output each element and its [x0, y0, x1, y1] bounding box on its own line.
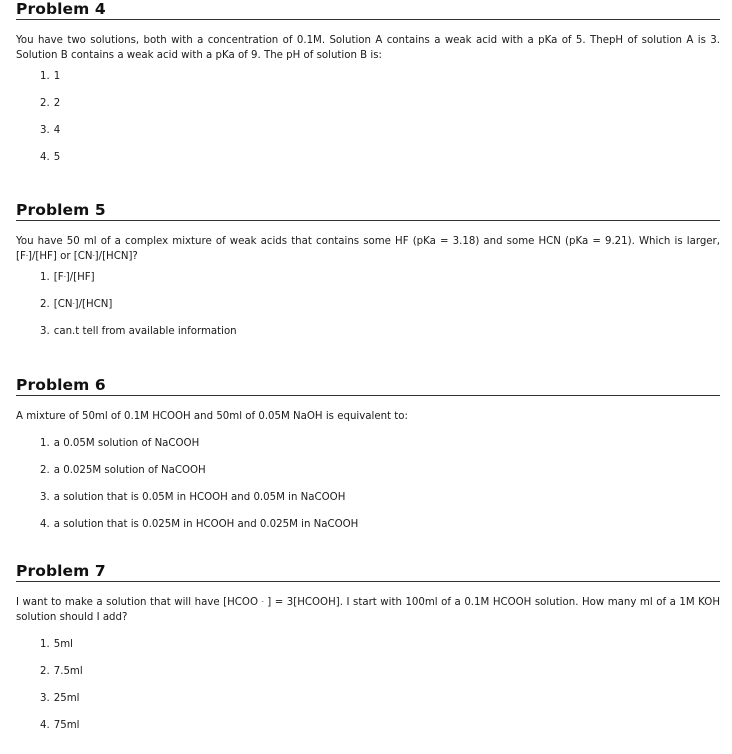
- option-1: 1. 5ml: [40, 639, 73, 650]
- problem-4: [16, 0, 720, 165]
- problem-title: Problem 5: [16, 201, 720, 221]
- question-text: You have 50 ml of a complex mixture of weak acids that contains some HF (pKa = 3.18) and some HCN (pKa = 9.21). Which is larger, [F-]/[HF] or [CN-]/[HCN]?: [16, 236, 720, 262]
- problem-title: Problem 7: [16, 562, 720, 582]
- problem-title: Problem 6: [16, 376, 720, 396]
- option-3: 3. 4: [40, 125, 61, 136]
- problem-title: Problem 4: [16, 0, 720, 20]
- option-3: 3. a solution that is 0.05M in HCOOH and 0.05M in NaCOOH: [40, 492, 346, 503]
- option-4: 4. 5: [40, 152, 61, 163]
- option-2: 2. a 0.025M solution of NaCOOH: [40, 465, 206, 476]
- option-2: 2. [CN-]/[HCN]: [40, 299, 113, 310]
- option-4: 4. a solution that is 0.025M in HCOOH and 0.025M in NaCOOH: [40, 519, 359, 530]
- options-list: [16, 270, 720, 339]
- option-1: 1. [F-]/[HF]: [40, 272, 95, 283]
- option-3: 3. can.t tell from available information: [40, 326, 237, 337]
- problem-7: [16, 562, 720, 733]
- problem-5: [16, 201, 720, 339]
- options-list: [16, 436, 720, 532]
- option-2: 2. 2: [40, 98, 61, 109]
- option-3: 3. 25ml: [40, 693, 80, 704]
- problem-6: [16, 376, 720, 532]
- question-text: A mixture of 50ml of 0.1M HCOOH and 50ml of 0.05M NaOH is equivalent to:: [16, 411, 408, 422]
- options-list: [16, 69, 720, 165]
- option-2: 2. 7.5ml: [40, 666, 83, 677]
- question-text: You have two solutions, both with a concentration of 0.1M. Solution A contains a weak acid with a pKa of 5. ThepH of solution A is 3. Solution B contains a weak acid with a pKa of 9. The pH of solution B is:: [16, 35, 720, 61]
- option-4: 4. 75ml: [40, 720, 80, 731]
- option-1: 1. 1: [40, 71, 61, 82]
- question-text: I want to make a solution that will have [HCOO - ] = 3[HCOOH]. I start with 100ml of a 0.1M HCOOH solution. How many ml of a 1M KOH solution should I add?: [16, 597, 720, 623]
- options-list: [16, 637, 720, 733]
- option-1: 1. a 0.05M solution of NaCOOH: [40, 438, 200, 449]
